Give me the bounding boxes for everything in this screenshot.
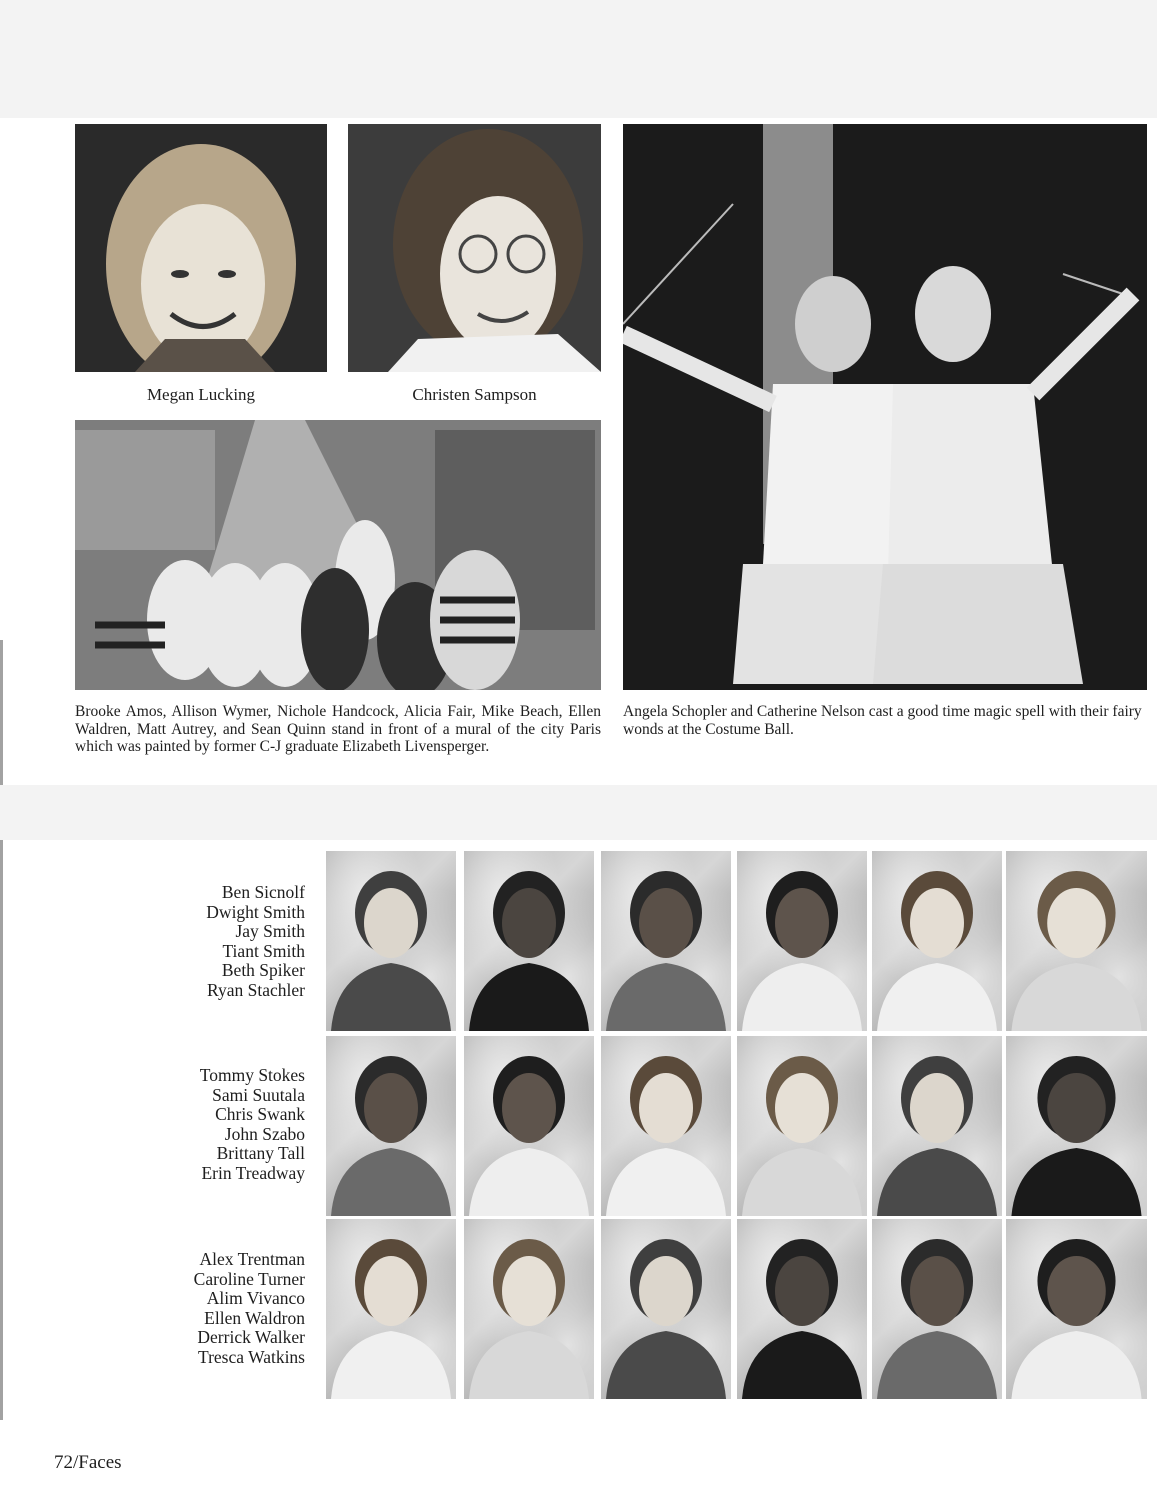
- portrait-names-row-1: [150, 883, 305, 1000]
- portrait-name: Jay Smith: [235, 921, 305, 941]
- student-portrait: [326, 1036, 456, 1216]
- portrait-name: Derrick Walker: [197, 1327, 305, 1347]
- portrait-name: Tommy Stokes: [199, 1065, 305, 1085]
- student-portrait: [872, 851, 1002, 1031]
- caption-christen-sampson: Christen Sampson: [412, 385, 537, 404]
- portrait-name: Dwight Smith: [206, 901, 305, 922]
- student-portrait: [464, 1036, 594, 1216]
- student-portrait: [326, 1219, 456, 1399]
- portrait-name: Alim Vivanco: [206, 1288, 305, 1308]
- photo-costume-ball: [623, 124, 1147, 690]
- portrait-name: Brittany Tall: [216, 1143, 305, 1163]
- portrait-names-row-3: [150, 1250, 305, 1367]
- portrait-name: Erin Treadway: [201, 1162, 305, 1183]
- student-portrait: [601, 1219, 731, 1399]
- caption-group-mural: Brooke Amos, Allison Wymer, Nichole Handcock, Alicia Fair, Mike Beach, Ellen Waldren, Matt Autrey, and Sean Quinn stand in front of a mural of the city Paris which was painted by former C-J graduate Elizabeth Livensperger.: [75, 703, 601, 755]
- middle-band: [0, 785, 1157, 840]
- student-portrait: [464, 1219, 594, 1399]
- photo-group-mural: [75, 420, 601, 690]
- student-portrait: [1006, 1219, 1147, 1399]
- page-edge-mark: [0, 640, 3, 1420]
- student-portrait: [737, 1219, 867, 1399]
- portrait-name: Ellen Waldron: [204, 1307, 305, 1328]
- portrait-name: John Szabo: [224, 1123, 305, 1144]
- portrait-name: Tiant Smith: [222, 940, 305, 961]
- caption-megan-lucking: Megan Lucking: [146, 385, 256, 404]
- portrait-name: Ryan Stachler: [207, 979, 305, 1000]
- student-portrait: [326, 851, 456, 1031]
- student-portrait: [1006, 1036, 1147, 1216]
- photo-megan-lucking: [75, 124, 327, 372]
- portrait-name: Caroline Turner: [193, 1268, 305, 1289]
- student-portrait: [737, 851, 867, 1031]
- student-portrait: [872, 1036, 1002, 1216]
- caption-costume-ball: Angela Schopler and Catherine Nelson cast a good time magic spell with their fairy wonds at the Costume Ball.: [623, 703, 1142, 738]
- student-portrait: [737, 1036, 867, 1216]
- portrait-name: Sami Suutala: [212, 1084, 305, 1105]
- student-portrait: [601, 851, 731, 1031]
- photo-christen-sampson: [348, 124, 601, 372]
- portrait-name: Chris Swank: [215, 1104, 305, 1124]
- portrait-name: Beth Spiker: [221, 960, 305, 980]
- student-portrait: [601, 1036, 731, 1216]
- student-portrait: [1006, 851, 1147, 1031]
- portrait-name: Tresca Watkins: [198, 1346, 305, 1367]
- student-portrait: [872, 1219, 1002, 1399]
- portrait-names-row-2: [150, 1066, 305, 1183]
- page-folio: 72/Faces: [54, 1452, 122, 1473]
- student-portrait: [464, 851, 594, 1031]
- top-band: [0, 0, 1157, 118]
- portrait-name: Ben Sicnolf: [221, 882, 305, 902]
- portrait-name: Alex Trentman: [199, 1249, 305, 1269]
